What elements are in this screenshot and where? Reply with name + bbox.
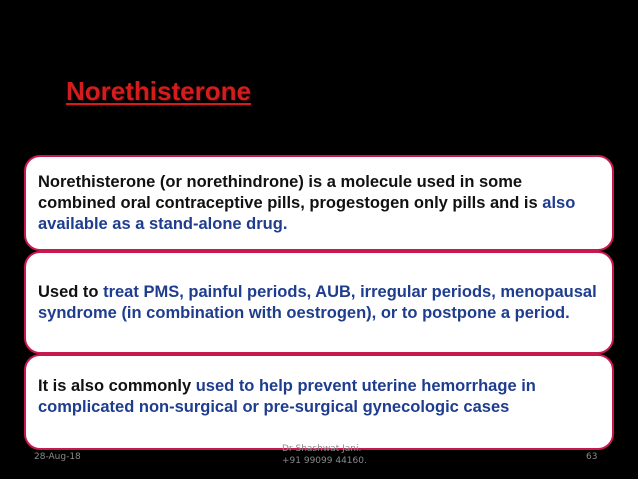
card-text-normal: Norethisterone (or norethindrone) is a molecule used in some combined oral contraceptive pills, progestogen only pills and is <box>38 172 543 212</box>
card-text <box>38 282 600 324</box>
footer-author <box>282 443 367 467</box>
footer-author-name: Dr Shashwat Jani. <box>282 444 362 454</box>
footer-author-phone: +91 99099 44160. <box>282 456 367 466</box>
content-card-2 <box>24 251 614 354</box>
content-card-3 <box>24 354 614 450</box>
slide-title: Norethisterone <box>66 76 251 106</box>
card-text-highlight: also available as a stand-alone drug. <box>38 193 576 233</box>
content-card-1 <box>24 155 614 251</box>
card-text <box>38 172 600 235</box>
card-text-normal: Used to <box>38 282 104 301</box>
card-text <box>38 376 600 418</box>
footer-date: 28-Aug-18 <box>34 452 81 462</box>
slide-number: 63 <box>586 452 598 462</box>
card-text-normal: It is also commonly <box>38 377 196 395</box>
card-text-highlight: treat PMS, painful periods, AUB, irregular periods, menopausal syndrome (in combination with oestrogen), or to postpone a period. <box>38 282 597 322</box>
card-text-highlight: used to help prevent uterine hemorrhage in complicated non-surgical or pre-surgical gynecologic cases <box>38 377 536 416</box>
